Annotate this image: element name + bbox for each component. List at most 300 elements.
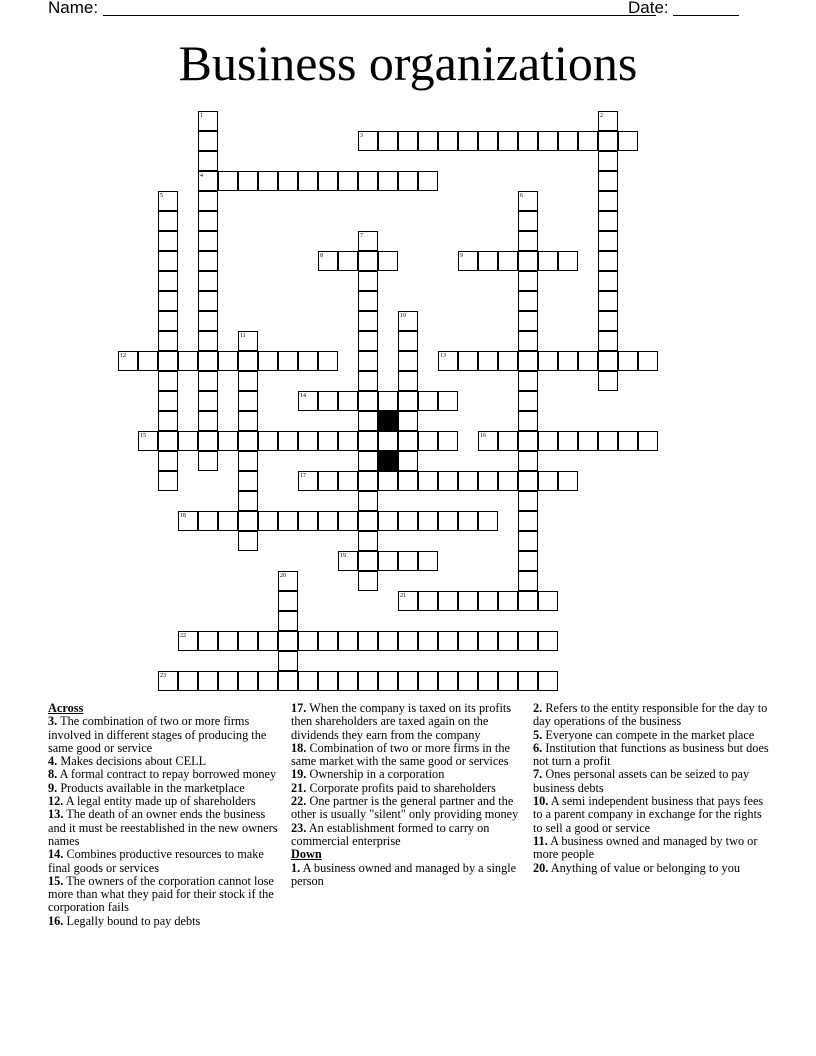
- crossword-cell[interactable]: [298, 471, 318, 491]
- crossword-cell[interactable]: [258, 511, 278, 531]
- crossword-cell[interactable]: [598, 191, 618, 211]
- crossword-cell[interactable]: [518, 391, 538, 411]
- clue-number: 5.: [533, 727, 543, 742]
- crossword-cell[interactable]: [518, 631, 538, 651]
- crossword-cell[interactable]: [158, 211, 178, 231]
- crossword-cell[interactable]: [138, 351, 158, 371]
- crossword-cell[interactable]: [478, 131, 498, 151]
- crossword-cell[interactable]: [478, 251, 498, 271]
- crossword-cell[interactable]: [538, 251, 558, 271]
- clue-number: 8.: [48, 767, 58, 782]
- crossword-cell[interactable]: [598, 131, 618, 151]
- crossword-cell[interactable]: [518, 231, 538, 251]
- crossword-cell[interactable]: [158, 271, 178, 291]
- crossword-cell[interactable]: [598, 211, 618, 231]
- crossword-cell[interactable]: [518, 131, 538, 151]
- crossword-cell[interactable]: [518, 331, 538, 351]
- crossword-cell[interactable]: [238, 351, 258, 371]
- crossword-cell[interactable]: [278, 651, 298, 671]
- crossword-cell[interactable]: [458, 471, 478, 491]
- crossword-cell[interactable]: [358, 671, 378, 691]
- crossword-cell[interactable]: [518, 411, 538, 431]
- crossword-cell[interactable]: [438, 471, 458, 491]
- crossword-cell[interactable]: [218, 631, 238, 651]
- crossword-cell[interactable]: [158, 191, 178, 211]
- crossword-cell[interactable]: [518, 491, 538, 511]
- clue-down-10: [533, 795, 769, 835]
- crossword-cell[interactable]: [298, 351, 318, 371]
- clue-across-3: [48, 715, 284, 755]
- crossword-cell[interactable]: [398, 391, 418, 411]
- crossword-cell[interactable]: [398, 511, 418, 531]
- clue-across-15: [48, 875, 284, 915]
- crossword-cell[interactable]: [338, 511, 358, 531]
- crossword-cell[interactable]: [418, 391, 438, 411]
- crossword-cell[interactable]: [598, 291, 618, 311]
- crossword-cell[interactable]: [358, 511, 378, 531]
- crossword-cell[interactable]: [418, 131, 438, 151]
- crossword-cell[interactable]: [218, 431, 238, 451]
- crossword-cell[interactable]: [198, 391, 218, 411]
- crossword-cell[interactable]: [278, 591, 298, 611]
- crossword-cell[interactable]: [558, 131, 578, 151]
- crossword-cell[interactable]: [198, 291, 218, 311]
- crossword-cell[interactable]: [238, 471, 258, 491]
- crossword-cell[interactable]: [158, 391, 178, 411]
- crossword-cell[interactable]: [578, 131, 598, 151]
- crossword-cell[interactable]: [198, 431, 218, 451]
- crossword-cell[interactable]: [458, 671, 478, 691]
- crossword-cell[interactable]: [358, 411, 378, 431]
- crossword-cell[interactable]: [478, 471, 498, 491]
- crossword-cell[interactable]: [438, 511, 458, 531]
- crossword-cell[interactable]: [198, 671, 218, 691]
- crossword-cell[interactable]: [518, 511, 538, 531]
- crossword-cell[interactable]: [478, 431, 498, 451]
- crossword-cell[interactable]: [358, 231, 378, 251]
- crossword-cell[interactable]: [518, 251, 538, 271]
- crossword-cell[interactable]: [238, 431, 258, 451]
- crossword-cell[interactable]: [438, 351, 458, 371]
- crossword-cell[interactable]: [638, 351, 658, 371]
- crossword-cell[interactable]: [538, 131, 558, 151]
- clue-text: An establishment formed to carry on commercial enterprise: [291, 820, 490, 848]
- crossword-cell[interactable]: [238, 491, 258, 511]
- crossword-cell[interactable]: [418, 631, 438, 651]
- crossword-cell[interactable]: [538, 631, 558, 651]
- crossword-cell[interactable]: [598, 251, 618, 271]
- crossword-cell[interactable]: [398, 411, 418, 431]
- crossword-cell[interactable]: [618, 131, 638, 151]
- crossword-cell[interactable]: [598, 171, 618, 191]
- crossword-cell[interactable]: [538, 431, 558, 451]
- crossword-cell[interactable]: [338, 431, 358, 451]
- crossword-cell[interactable]: [538, 351, 558, 371]
- crossword-cell[interactable]: [238, 411, 258, 431]
- crossword-cell[interactable]: [358, 291, 378, 311]
- crossword-cell[interactable]: [218, 351, 238, 371]
- crossword-cell[interactable]: [498, 251, 518, 271]
- crossword-cell[interactable]: [358, 631, 378, 651]
- crossword-cell[interactable]: [398, 351, 418, 371]
- crossword-cell[interactable]: [198, 171, 218, 191]
- crossword-cell[interactable]: [238, 631, 258, 651]
- crossword-cell[interactable]: [118, 351, 138, 371]
- crossword-cell[interactable]: [518, 311, 538, 331]
- crossword-cell[interactable]: [358, 471, 378, 491]
- crossword-cell[interactable]: [518, 551, 538, 571]
- crossword-cell[interactable]: [518, 591, 538, 611]
- crossword-cell[interactable]: [198, 451, 218, 471]
- crossword-cell[interactable]: [598, 431, 618, 451]
- crossword-cell[interactable]: [618, 351, 638, 371]
- crossword-cell[interactable]: [458, 351, 478, 371]
- crossword-cell[interactable]: [338, 631, 358, 651]
- cell-number: 1: [200, 113, 203, 119]
- crossword-cell[interactable]: [378, 131, 398, 151]
- crossword-cell[interactable]: [258, 351, 278, 371]
- crossword-cell[interactable]: [398, 631, 418, 651]
- clue-down-7: [533, 768, 769, 795]
- crossword-cell[interactable]: [518, 191, 538, 211]
- crossword-cell[interactable]: [198, 631, 218, 651]
- crossword-cell[interactable]: [318, 251, 338, 271]
- date-field[interactable]: [673, 15, 739, 16]
- crossword-cell[interactable]: [318, 671, 338, 691]
- crossword-cell[interactable]: [158, 431, 178, 451]
- crossword-cell[interactable]: [358, 551, 378, 571]
- crossword-cell[interactable]: [398, 131, 418, 151]
- crossword-cell[interactable]: [558, 251, 578, 271]
- crossword-cell[interactable]: [378, 511, 398, 531]
- crossword-cell[interactable]: [338, 391, 358, 411]
- crossword-cell[interactable]: [518, 531, 538, 551]
- crossword-cell[interactable]: [638, 431, 658, 451]
- crossword-cell[interactable]: [398, 371, 418, 391]
- crossword-cell[interactable]: [178, 671, 198, 691]
- clue-number: 13.: [48, 807, 64, 822]
- crossword-cell[interactable]: [278, 171, 298, 191]
- crossword-cell[interactable]: [238, 451, 258, 471]
- crossword-cell[interactable]: [418, 591, 438, 611]
- crossword-cell[interactable]: [198, 511, 218, 531]
- crossword-cell[interactable]: [318, 511, 338, 531]
- crossword-cell[interactable]: [218, 171, 238, 191]
- crossword-cell[interactable]: [258, 671, 278, 691]
- crossword-cell[interactable]: [358, 171, 378, 191]
- crossword-cell[interactable]: [618, 431, 638, 451]
- crossword-cell[interactable]: [518, 671, 538, 691]
- crossword-cell[interactable]: [238, 171, 258, 191]
- crossword-cell[interactable]: [158, 231, 178, 251]
- crossword-cell[interactable]: [178, 351, 198, 371]
- crossword-cell[interactable]: [318, 351, 338, 371]
- crossword-cell[interactable]: [418, 511, 438, 531]
- crossword-cell[interactable]: [378, 391, 398, 411]
- crossword-cell[interactable]: [458, 131, 478, 151]
- crossword-cell[interactable]: [438, 391, 458, 411]
- crossword-cell[interactable]: [438, 671, 458, 691]
- crossword-cell[interactable]: [438, 431, 458, 451]
- crossword-cell[interactable]: [418, 431, 438, 451]
- crossword-cell[interactable]: [318, 391, 338, 411]
- crossword-cell[interactable]: [258, 431, 278, 451]
- crossword-cell[interactable]: [518, 371, 538, 391]
- crossword-cell[interactable]: [378, 471, 398, 491]
- name-field[interactable]: [103, 15, 656, 16]
- crossword-cell[interactable]: [498, 671, 518, 691]
- crossword-cell[interactable]: [158, 451, 178, 471]
- crossword-cell[interactable]: [278, 631, 298, 651]
- crossword-cell[interactable]: [198, 351, 218, 371]
- crossword-cell[interactable]: [558, 471, 578, 491]
- crossword-cell[interactable]: [338, 171, 358, 191]
- crossword-cell[interactable]: [478, 511, 498, 531]
- crossword-cell[interactable]: [398, 591, 418, 611]
- clue-text: When the company is taxed on its profits then shareholders are taxed again on the dividends they earn from the company: [291, 701, 512, 742]
- cell-number: 7: [360, 233, 363, 239]
- crossword-cell[interactable]: [478, 591, 498, 611]
- crossword-cell[interactable]: [238, 531, 258, 551]
- crossword-cell[interactable]: [598, 271, 618, 291]
- crossword-cell[interactable]: [598, 351, 618, 371]
- crossword-cell[interactable]: [338, 671, 358, 691]
- crossword-cell[interactable]: [198, 271, 218, 291]
- crossword-cell[interactable]: [358, 131, 378, 151]
- crossword-cell[interactable]: [498, 591, 518, 611]
- crossword-cell[interactable]: [398, 331, 418, 351]
- cell-number: 17: [300, 473, 306, 479]
- crossword-cell[interactable]: [418, 551, 438, 571]
- crossword-cell[interactable]: [178, 431, 198, 451]
- crossword-cell[interactable]: [238, 671, 258, 691]
- crossword-cell[interactable]: [458, 251, 478, 271]
- crossword-cell[interactable]: [298, 511, 318, 531]
- crossword-cell[interactable]: [218, 511, 238, 531]
- crossword-cell[interactable]: [298, 671, 318, 691]
- crossword-cell[interactable]: [378, 251, 398, 271]
- crossword-cell[interactable]: [378, 551, 398, 571]
- crossword-cell[interactable]: [298, 171, 318, 191]
- crossword-cell[interactable]: [138, 431, 158, 451]
- crossword-cell[interactable]: [598, 151, 618, 171]
- crossword-cell[interactable]: [298, 631, 318, 651]
- crossword-cell[interactable]: [478, 671, 498, 691]
- crossword-cell[interactable]: [498, 631, 518, 651]
- cell-number: 12: [120, 353, 126, 359]
- cell-number: 11: [240, 333, 246, 339]
- cell-number: 10: [400, 313, 406, 319]
- date-label: Date:: [628, 0, 669, 17]
- crossword-cell[interactable]: [518, 431, 538, 451]
- crossword-cell[interactable]: [318, 631, 338, 651]
- crossword-cell[interactable]: [438, 631, 458, 651]
- crossword-cell[interactable]: [278, 671, 298, 691]
- crossword-cell[interactable]: [558, 351, 578, 371]
- blocked-cell: [378, 411, 398, 431]
- crossword-cell[interactable]: [398, 671, 418, 691]
- crossword-cell[interactable]: [598, 331, 618, 351]
- clue-down-11: [533, 835, 769, 862]
- crossword-cell[interactable]: [258, 631, 278, 651]
- clue-across-14: [48, 848, 284, 875]
- crossword-cell[interactable]: [298, 431, 318, 451]
- crossword-cell[interactable]: [598, 231, 618, 251]
- crossword-cell[interactable]: [438, 591, 458, 611]
- crossword-cell[interactable]: [358, 431, 378, 451]
- crossword-cell[interactable]: [238, 331, 258, 351]
- crossword-cell[interactable]: [498, 471, 518, 491]
- crossword-cell[interactable]: [498, 131, 518, 151]
- crossword-cell[interactable]: [278, 571, 298, 591]
- crossword-cell[interactable]: [218, 671, 238, 691]
- crossword-cell[interactable]: [418, 171, 438, 191]
- clue-text: A business owned and managed by a single person: [291, 860, 517, 888]
- crossword-cell[interactable]: [198, 411, 218, 431]
- crossword-cell[interactable]: [378, 671, 398, 691]
- crossword-cell[interactable]: [558, 431, 578, 451]
- crossword-cell[interactable]: [518, 211, 538, 231]
- crossword-cell[interactable]: [458, 511, 478, 531]
- crossword-cell[interactable]: [158, 351, 178, 371]
- clue-number: 3.: [48, 714, 58, 729]
- crossword-cell[interactable]: [238, 371, 258, 391]
- crossword-cell[interactable]: [458, 591, 478, 611]
- crossword-cell[interactable]: [178, 631, 198, 651]
- crossword-cell[interactable]: [198, 151, 218, 171]
- crossword-cell[interactable]: [498, 351, 518, 371]
- clue-text: Combines productive resources to make final goods or services: [48, 847, 264, 875]
- crossword-cell[interactable]: [238, 391, 258, 411]
- crossword-cell[interactable]: [438, 131, 458, 151]
- crossword-cell[interactable]: [278, 611, 298, 631]
- cell-number: 5: [160, 193, 163, 199]
- crossword-cell[interactable]: [198, 311, 218, 331]
- cell-number: 4: [200, 173, 203, 179]
- clue-text: Legally bound to pay debts: [66, 913, 201, 928]
- crossword-cell[interactable]: [358, 491, 378, 511]
- crossword-cell[interactable]: [278, 431, 298, 451]
- crossword-cell[interactable]: [378, 171, 398, 191]
- crossword-cell[interactable]: [518, 451, 538, 471]
- crossword-cell[interactable]: [158, 411, 178, 431]
- crossword-cell[interactable]: [278, 511, 298, 531]
- crossword-cell[interactable]: [538, 471, 558, 491]
- crossword-cell[interactable]: [338, 551, 358, 571]
- crossword-cell[interactable]: [598, 111, 618, 131]
- crossword-cell[interactable]: [238, 511, 258, 531]
- crossword-cell[interactable]: [198, 111, 218, 131]
- crossword-cell[interactable]: [158, 291, 178, 311]
- crossword-cell[interactable]: [338, 471, 358, 491]
- crossword-cell[interactable]: [258, 171, 278, 191]
- crossword-cell[interactable]: [378, 431, 398, 451]
- crossword-cell[interactable]: [318, 471, 338, 491]
- crossword-cell[interactable]: [538, 671, 558, 691]
- clue-text: Ownership in a corporation: [309, 767, 445, 782]
- crossword-cell[interactable]: [318, 431, 338, 451]
- crossword-cell[interactable]: [518, 271, 538, 291]
- crossword-cell[interactable]: [518, 571, 538, 591]
- crossword-cell[interactable]: [158, 311, 178, 331]
- crossword-cell[interactable]: [198, 231, 218, 251]
- crossword-cell[interactable]: [378, 631, 398, 651]
- crossword-cell[interactable]: [178, 511, 198, 531]
- crossword-cell[interactable]: [358, 451, 378, 471]
- crossword-cell[interactable]: [198, 191, 218, 211]
- clue-down-6: [533, 742, 769, 769]
- crossword-cell[interactable]: [198, 211, 218, 231]
- crossword-cell[interactable]: [358, 271, 378, 291]
- crossword-cell[interactable]: [578, 431, 598, 451]
- crossword-cell[interactable]: [518, 471, 538, 491]
- crossword-cell[interactable]: [358, 251, 378, 271]
- crossword-cell[interactable]: [158, 471, 178, 491]
- crossword-cell[interactable]: [318, 171, 338, 191]
- crossword-cell[interactable]: [458, 631, 478, 651]
- clue-number: 2.: [533, 701, 543, 715]
- clue-text: The death of an owner ends the business and it must be reestablished in the new owners names: [48, 807, 278, 848]
- crossword-cell[interactable]: [158, 251, 178, 271]
- crossword-cell[interactable]: [398, 431, 418, 451]
- crossword-cell[interactable]: [198, 371, 218, 391]
- crossword-cell[interactable]: [278, 351, 298, 371]
- crossword-cell[interactable]: [598, 371, 618, 391]
- crossword-cell[interactable]: [478, 351, 498, 371]
- crossword-cell[interactable]: [358, 331, 378, 351]
- crossword-cell[interactable]: [358, 531, 378, 551]
- crossword-cell[interactable]: [498, 431, 518, 451]
- clue-text: A legal entity made up of shareholders: [65, 794, 256, 809]
- crossword-cell[interactable]: [578, 351, 598, 371]
- crossword-cell[interactable]: [158, 371, 178, 391]
- crossword-cell[interactable]: [358, 571, 378, 591]
- crossword-cell[interactable]: [198, 251, 218, 271]
- crossword-cell[interactable]: [298, 391, 318, 411]
- crossword-cell[interactable]: [398, 171, 418, 191]
- page-title: Business organizations: [178, 35, 638, 91]
- crossword-cell[interactable]: [358, 391, 378, 411]
- crossword-cell[interactable]: [418, 471, 438, 491]
- clue-text: Refers to the entity responsible for the day to day operations of the business: [533, 701, 768, 729]
- crossword-cell[interactable]: [538, 591, 558, 611]
- crossword-cell[interactable]: [338, 251, 358, 271]
- clue-number: 6.: [533, 740, 543, 755]
- crossword-cell[interactable]: [358, 311, 378, 331]
- crossword-cell[interactable]: [358, 371, 378, 391]
- cell-number: 13: [440, 353, 446, 359]
- crossword-cell[interactable]: [398, 551, 418, 571]
- clue-number: 14.: [48, 847, 64, 862]
- crossword-cell[interactable]: [598, 311, 618, 331]
- crossword-cell[interactable]: [358, 351, 378, 371]
- crossword-cell[interactable]: [398, 451, 418, 471]
- clue-text: Makes decisions about CELL: [60, 754, 207, 769]
- crossword-cell[interactable]: [418, 671, 438, 691]
- crossword-cell[interactable]: [518, 291, 538, 311]
- clue-number: 22.: [291, 794, 307, 809]
- crossword-cell[interactable]: [518, 351, 538, 371]
- crossword-cell[interactable]: [158, 671, 178, 691]
- crossword-cell[interactable]: [478, 631, 498, 651]
- crossword-cell[interactable]: [398, 311, 418, 331]
- crossword-cell[interactable]: [198, 331, 218, 351]
- crossword-cell[interactable]: [398, 471, 418, 491]
- clue-number: 20.: [533, 860, 549, 875]
- clue-across-23: [291, 822, 527, 849]
- crossword-cell[interactable]: [158, 331, 178, 351]
- crossword-cell[interactable]: [198, 131, 218, 151]
